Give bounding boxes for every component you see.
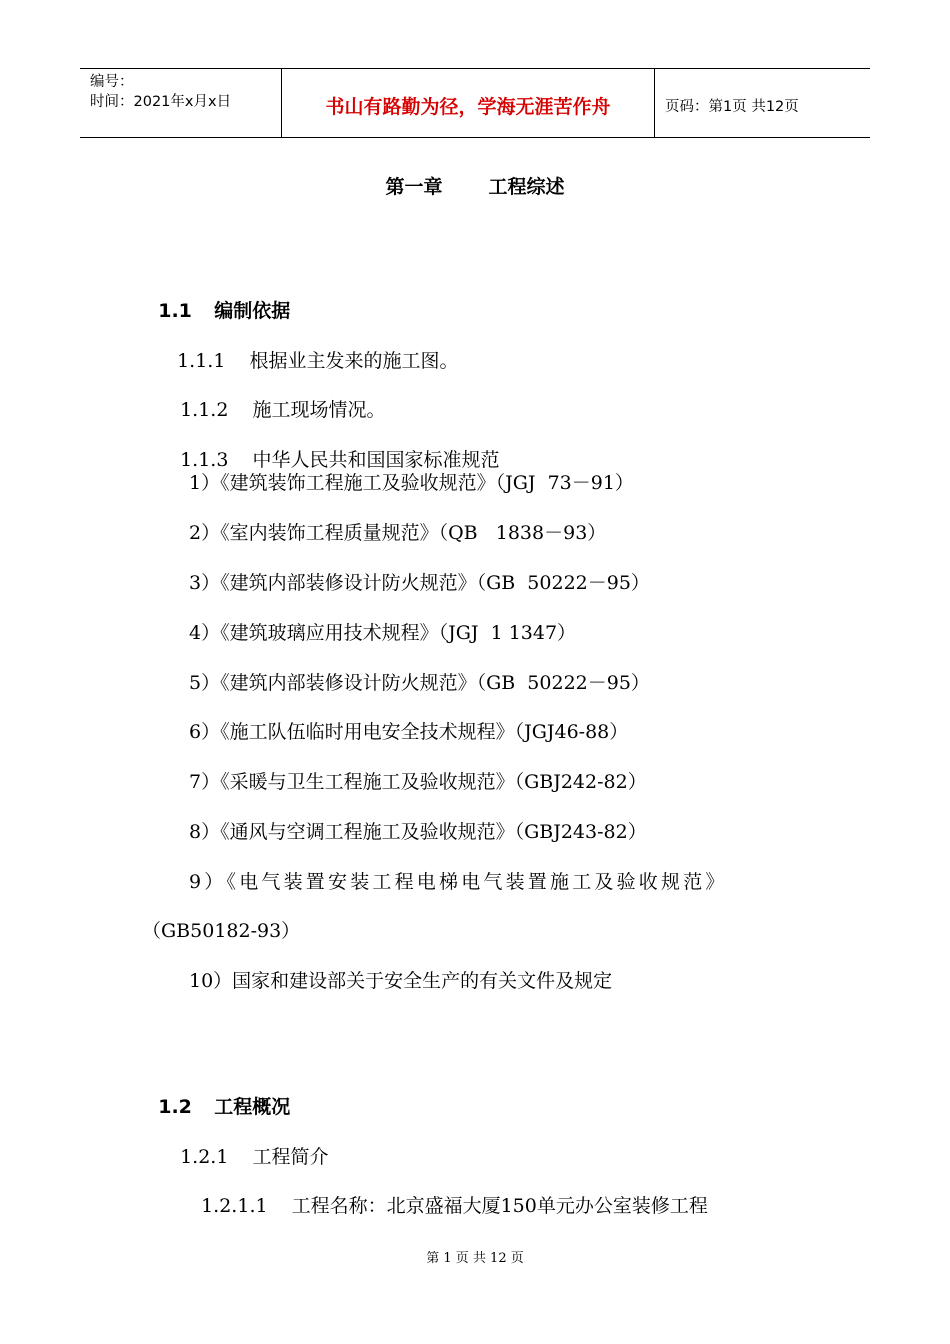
item-text: 施工现场情况。 (252, 399, 386, 421)
item-1-1-1 (165, 322, 458, 374)
item-number: 1.1.1 (177, 350, 226, 372)
section-number: 1.2 (158, 1096, 192, 1118)
header-time-label: 时间：2021年x月x日 (90, 94, 232, 110)
standard-item-4: 4）《建筑玻璃应用技术规程》（JGJ 1 1347） (189, 622, 577, 644)
item-number: 1.2.1 (180, 1146, 229, 1168)
standard-item-1: 1）《建筑装饰工程施工及验收规范》（JGJ 73－91） (189, 472, 634, 494)
section-heading-1-1 (145, 272, 290, 324)
standard-item-10: 10）国家和建设部关于安全生产的有关文件及规定 (189, 970, 613, 992)
standard-item-5: 5）《建筑内部装修设计防火规范》（GB 50222－95） (189, 672, 650, 694)
standard-item-6: 6）《施工队伍临时用电安全技术规程》（JGJ46-88） (189, 721, 629, 743)
item-text: 根据业主发来的施工图。 (249, 350, 459, 372)
page-footer: 第 1 页 共 12 页 (426, 1251, 524, 1266)
item-1-2-1-1 (189, 1167, 708, 1219)
chapter-number: 第一章 (385, 176, 443, 198)
standard-item-2: 2）《室内装饰工程质量规范》（QB 1838－93） (189, 522, 607, 544)
standard-item-8: 8）《通风与空调工程施工及验收规范》（GBJ243-82） (189, 821, 647, 843)
header-page-label: 页码：第1页 共12页 (665, 98, 799, 115)
header-motto: 书山有路勤为径，学海无涯苦作舟 (282, 69, 655, 137)
item-1-1-2 (168, 371, 385, 423)
item-number: 1.2.1.1 (201, 1195, 268, 1217)
standard-item-9: 9）《电气装置安装工程电梯电气装置施工及验收规范》 (189, 871, 728, 893)
section-heading-1-2 (145, 1068, 290, 1120)
chapter-title: 工程综述 (488, 176, 565, 198)
item-number: 1.1.3 (180, 449, 229, 471)
standard-item-3: 3）《建筑内部装修设计防火规范》（GB 50222－95） (189, 572, 650, 594)
section-title: 工程概况 (214, 1096, 291, 1118)
section-number: 1.1 (158, 300, 192, 322)
header-number-label: 编号： (90, 74, 134, 90)
item-text: 中华人民共和国国家标准规范 (252, 449, 500, 471)
chapter-heading (0, 172, 950, 199)
item-number: 1.1.2 (180, 399, 229, 421)
standard-item-7: 7）《采暖与卫生工程施工及验收规范》（GBJ242-82） (189, 771, 647, 793)
item-text: 工程名称：北京盛福大厦150单元办公室装修工程 (291, 1195, 708, 1217)
item-1-1-3 (168, 421, 499, 473)
header-info (80, 69, 282, 137)
page-header (80, 68, 870, 138)
item-1-2-1 (168, 1118, 328, 1170)
item-text: 工程简介 (252, 1146, 329, 1168)
standard-item-9-code: （GB50182-93） (142, 920, 301, 942)
section-title: 编制依据 (214, 300, 291, 322)
